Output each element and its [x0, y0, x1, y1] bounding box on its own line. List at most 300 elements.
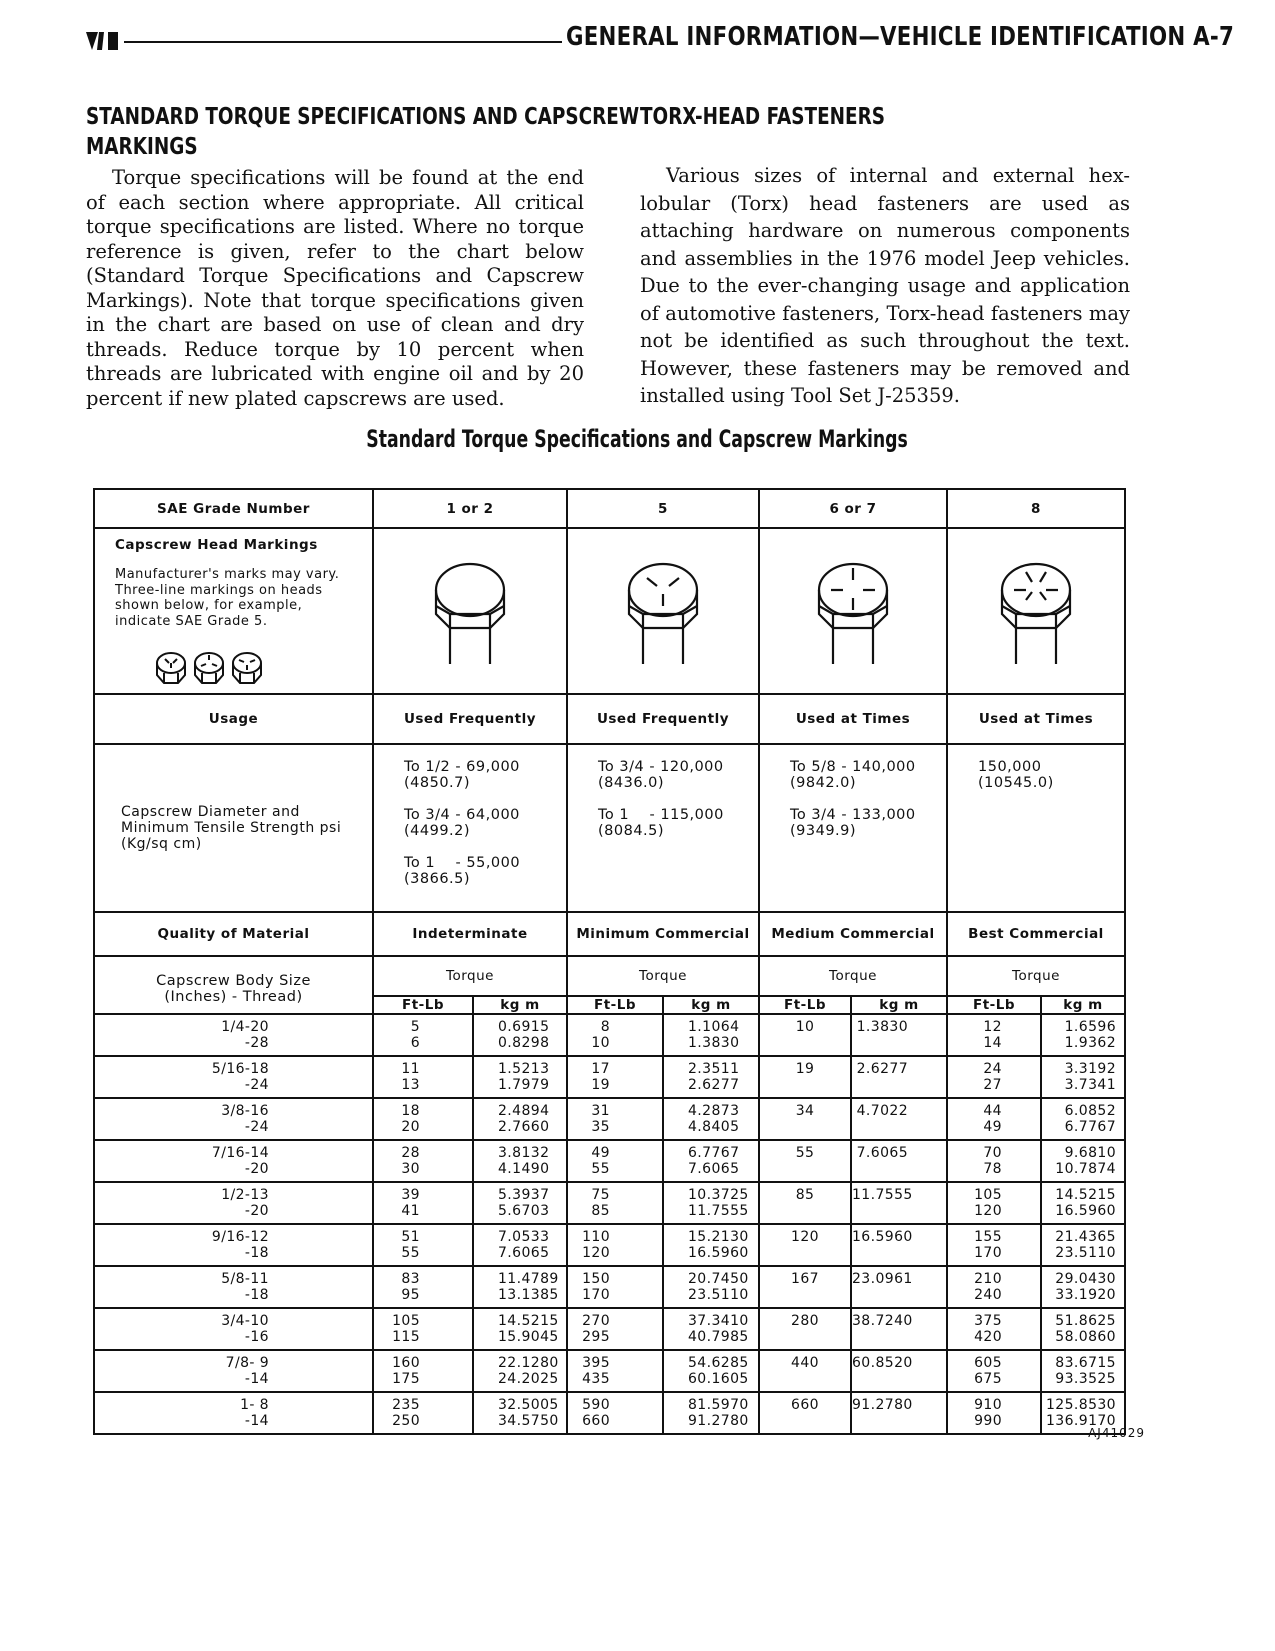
- value-line-2: 170: [582, 1287, 610, 1303]
- value-line-1: 155: [974, 1229, 1002, 1245]
- jeep-logo-icon: [86, 30, 122, 52]
- value-line-2: 15.9045: [498, 1329, 559, 1345]
- value-line-1: 91.2780: [852, 1397, 913, 1413]
- value-line-1: 23.0961: [852, 1271, 913, 1287]
- torque-data-body: [94, 1014, 1125, 1434]
- tensile-grade-1-2: [373, 744, 567, 912]
- value-line-1: 12: [983, 1019, 1002, 1035]
- g8-kgm-cell: [1041, 1014, 1125, 1056]
- table-row: [94, 1182, 1125, 1224]
- value-line-2: -16: [244, 1329, 269, 1345]
- value-line-1: 5/16-18: [211, 1061, 269, 1077]
- tensile-metric: (9842.0): [790, 775, 857, 791]
- section-heading-torx: TORX-HEAD FASTENERS: [640, 104, 886, 130]
- value-line-1: 18: [401, 1103, 420, 1119]
- value-line-1: 1.3830: [856, 1019, 908, 1035]
- value-line-1: 3.8132: [498, 1145, 550, 1161]
- value-line-2: 91.2780: [688, 1413, 749, 1429]
- g6-kgm-cell: [851, 1392, 947, 1434]
- tensile-value: To 5/8 - 140,000: [790, 759, 916, 775]
- g1-kgm-cell: [473, 1224, 567, 1266]
- value-line-1: 55: [795, 1145, 815, 1161]
- g8-kgm-cell: [1041, 1182, 1125, 1224]
- value-line-2: 95: [401, 1287, 420, 1303]
- value-line-1: 11.4789: [498, 1271, 559, 1287]
- value-line-2: 14: [983, 1035, 1002, 1051]
- tensile-entry: [790, 807, 936, 839]
- tensile-value: To 3/4 - 64,000: [404, 807, 520, 823]
- g1-ftlb-cell: [373, 1182, 473, 1224]
- value-line-2: 49: [983, 1119, 1002, 1135]
- value-line-2: 27: [983, 1077, 1002, 1093]
- tensile-row: [94, 744, 1125, 912]
- g6-kgm-cell: [851, 1182, 947, 1224]
- value-line-2: 675: [974, 1371, 1002, 1387]
- value-line-2: 93.3525: [1055, 1371, 1116, 1387]
- value-line-2: 10.7874: [1055, 1161, 1116, 1177]
- g6-ftlb-cell: [759, 1098, 851, 1140]
- g6-kgm-cell: [851, 1350, 947, 1392]
- torque-label: Torque: [567, 956, 759, 996]
- value-line-2: 136.9170: [1045, 1413, 1116, 1429]
- value-line-1: 4.7022: [856, 1103, 908, 1119]
- value-line-2: 435: [582, 1371, 610, 1387]
- grade-1-2-marking: [373, 528, 567, 694]
- ftlb-label: Ft-Lb: [373, 996, 473, 1014]
- value-line-2: 19: [591, 1077, 610, 1093]
- value-line-2: 11.7555: [688, 1203, 749, 1219]
- g8-ftlb-cell: [947, 1224, 1041, 1266]
- value-line-1: 44: [983, 1103, 1002, 1119]
- sae-grade-row: [94, 489, 1125, 528]
- value-line-1: 5.3937: [498, 1187, 550, 1203]
- value-line-2: 7.6065: [688, 1161, 740, 1177]
- table-row: [94, 1266, 1125, 1308]
- g8-kgm-cell: [1041, 1266, 1125, 1308]
- value-line-2: 58.0860: [1055, 1329, 1116, 1345]
- quality-label: Quality of Material: [94, 912, 373, 956]
- g6-ftlb-cell: [759, 1056, 851, 1098]
- ftlb-label: Ft-Lb: [759, 996, 851, 1014]
- torque-label: Torque: [759, 956, 947, 996]
- value-line-1: 375: [974, 1313, 1002, 1329]
- section-heading-torque: [86, 102, 639, 162]
- value-line-1: 20.7450: [688, 1271, 749, 1287]
- value-line-1: 110: [582, 1229, 610, 1245]
- g5-ftlb-cell: [567, 1350, 663, 1392]
- bolt-head-four-line-icon: [813, 556, 893, 666]
- tensile-value: To 1/2 - 69,000: [404, 759, 520, 775]
- value-line-1: 1/2-13: [221, 1187, 269, 1203]
- page-header-title: GENERAL INFORMATION—VEHICLE IDENTIFICATION A-7: [566, 22, 1235, 52]
- g1-ftlb-cell: [373, 1266, 473, 1308]
- value-line-1: 19: [795, 1061, 815, 1077]
- g5-ftlb-cell: [567, 1098, 663, 1140]
- tensile-entry: [404, 759, 556, 791]
- g1-ftlb-cell: [373, 1140, 473, 1182]
- grade-8: 8: [947, 489, 1125, 528]
- value-line-2: 2.7660: [498, 1119, 550, 1135]
- grade-6-7: 6 or 7: [759, 489, 947, 528]
- head-markings-cell: [94, 528, 373, 694]
- body-size-cell: [94, 1308, 373, 1350]
- value-line-2: 1.3830: [688, 1035, 740, 1051]
- value-line-1: 17: [591, 1061, 610, 1077]
- tensile-grade-6-7: [759, 744, 947, 912]
- value-line-2: 40.7985: [688, 1329, 749, 1345]
- g1-kgm-cell: [473, 1182, 567, 1224]
- g5-kgm-cell: [663, 1014, 759, 1056]
- value-line-1: 210: [974, 1271, 1002, 1287]
- g5-kgm-cell: [663, 1182, 759, 1224]
- value-line-2: 0.8298: [498, 1035, 550, 1051]
- value-line-1: 51.8625: [1055, 1313, 1116, 1329]
- bolt-head-three-line-icon: [623, 556, 703, 666]
- g1-ftlb-cell: [373, 1098, 473, 1140]
- value-line-2: 3.7341: [1064, 1077, 1116, 1093]
- value-line-2: 78: [983, 1161, 1002, 1177]
- value-line-2: 23.5110: [1055, 1245, 1116, 1261]
- value-line-2: 6.7767: [1064, 1119, 1116, 1135]
- g8-ftlb-cell: [947, 1350, 1041, 1392]
- g8-ftlb-cell: [947, 1140, 1041, 1182]
- g6-ftlb-cell: [759, 1392, 851, 1434]
- value-line-1: 15.2130: [688, 1229, 749, 1245]
- value-line-2: 120: [582, 1245, 610, 1261]
- table-row: [94, 1014, 1125, 1056]
- value-line-2: 4.1490: [498, 1161, 550, 1177]
- torque-label: Torque: [373, 956, 567, 996]
- g5-ftlb-cell: [567, 1056, 663, 1098]
- value-line-1: 38.7240: [852, 1313, 913, 1329]
- value-line-2: 6: [410, 1035, 420, 1051]
- value-line-2: 660: [582, 1413, 610, 1429]
- torx-paragraph: Various sizes of internal and external hex-lobular (Torx) head fasteners are used as attaching hardware on numerous components and assemblies in the 1976 model Jeep vehicles. Due to the ever-changing usage and application of automotive fasteners, Torx-head fasteners may not be identified as such throughout the text. However, these fasteners may be removed and installed using Tool Set J-25359.: [640, 164, 1130, 407]
- value-line-2: 120: [974, 1203, 1002, 1219]
- value-line-1: 34: [795, 1103, 815, 1119]
- g1-kgm-cell: [473, 1266, 567, 1308]
- g6-ftlb-cell: [759, 1266, 851, 1308]
- g8-ftlb-cell: [947, 1308, 1041, 1350]
- value-line-1: 14.5215: [1055, 1187, 1116, 1203]
- quality-grade-8: Best Commercial: [947, 912, 1125, 956]
- g6-kgm-cell: [851, 1014, 947, 1056]
- g5-kgm-cell: [663, 1098, 759, 1140]
- grade-8-marking: [947, 528, 1125, 694]
- value-line-2: 990: [974, 1413, 1002, 1429]
- tensile-value: To 1 - 115,000: [598, 807, 724, 823]
- value-line-2: 13.1385: [498, 1287, 559, 1303]
- g6-kgm-cell: [851, 1056, 947, 1098]
- value-line-1: 125.8530: [1045, 1397, 1116, 1413]
- body-size-label-line-1: Capscrew Body Size: [156, 973, 311, 989]
- body-size-label: [94, 956, 373, 1014]
- value-line-1: 910: [974, 1397, 1002, 1413]
- value-line-2: 2.6277: [688, 1077, 740, 1093]
- kgm-label: kg m: [1041, 996, 1125, 1014]
- value-line-1: 1.5213: [498, 1061, 550, 1077]
- value-line-2: 13: [401, 1077, 420, 1093]
- value-line-1: 105: [392, 1313, 420, 1329]
- tensile-value: 150,000: [978, 759, 1042, 775]
- g8-kgm-cell: [1041, 1140, 1125, 1182]
- value-line-2: 16.5960: [1055, 1203, 1116, 1219]
- g8-kgm-cell: [1041, 1350, 1125, 1392]
- g6-kgm-cell: [851, 1224, 947, 1266]
- g8-ftlb-cell: [947, 1266, 1041, 1308]
- g5-ftlb-cell: [567, 1182, 663, 1224]
- body-size-cell: [94, 1350, 373, 1392]
- value-line-2: 34.5750: [498, 1413, 559, 1429]
- tensile-metric: (9349.9): [790, 823, 857, 839]
- table-row: [94, 1392, 1125, 1434]
- table-title: [0, 425, 1275, 453]
- head-markings-note: Manufacturer's marks may vary. Three-line markings on heads shown below, for example, indicate SAE Grade 5.: [115, 567, 340, 629]
- quality-grade-6-7: Medium Commercial: [759, 912, 947, 956]
- value-line-1: 8: [600, 1019, 610, 1035]
- value-line-2: -28: [244, 1035, 269, 1051]
- value-line-1: 39: [401, 1187, 420, 1203]
- value-line-1: 51: [401, 1229, 420, 1245]
- value-line-2: 420: [974, 1329, 1002, 1345]
- value-line-1: 2.3511: [688, 1061, 740, 1077]
- value-line-1: 160: [392, 1355, 420, 1371]
- value-line-2: -18: [244, 1287, 269, 1303]
- tensile-entry: [598, 759, 748, 791]
- g1-kgm-cell: [473, 1308, 567, 1350]
- value-line-1: 590: [582, 1397, 610, 1413]
- value-line-2: 55: [401, 1245, 420, 1261]
- value-line-1: 395: [582, 1355, 610, 1371]
- figure-code: AJ41029: [1088, 1426, 1145, 1440]
- g6-kgm-cell: [851, 1140, 947, 1182]
- value-line-2: 85: [591, 1203, 610, 1219]
- table-row: [94, 1140, 1125, 1182]
- value-line-2: -20: [244, 1203, 269, 1219]
- value-line-2: 115: [392, 1329, 420, 1345]
- table-row: [94, 1056, 1125, 1098]
- value-line-1: 60.8520: [852, 1355, 913, 1371]
- value-line-1: 21.4365: [1055, 1229, 1116, 1245]
- bolt-head-plain-icon: [430, 556, 510, 666]
- value-line-2: 295: [582, 1329, 610, 1345]
- value-line-2: 10: [591, 1035, 610, 1051]
- value-line-1: 1.6596: [1064, 1019, 1116, 1035]
- value-line-1: 6.0852: [1064, 1103, 1116, 1119]
- value-line-2: -14: [244, 1413, 269, 1429]
- value-line-1: 9.6810: [1064, 1145, 1116, 1161]
- g6-ftlb-cell: [759, 1350, 851, 1392]
- value-line-2: 250: [392, 1413, 420, 1429]
- quality-grade-1-2: Indeterminate: [373, 912, 567, 956]
- g6-ftlb-cell: [759, 1182, 851, 1224]
- tensile-value: To 3/4 - 120,000: [598, 759, 724, 775]
- value-line-1: 1- 8: [240, 1397, 269, 1413]
- g5-kgm-cell: [663, 1392, 759, 1434]
- kgm-label: kg m: [851, 996, 947, 1014]
- g8-ftlb-cell: [947, 1014, 1041, 1056]
- tensile-entry: [978, 759, 1114, 791]
- sample-markings-icon: [153, 649, 273, 689]
- g8-ftlb-cell: [947, 1182, 1041, 1224]
- table-row: [94, 1350, 1125, 1392]
- g1-kgm-cell: [473, 1392, 567, 1434]
- value-line-2: 55: [591, 1161, 610, 1177]
- g5-ftlb-cell: [567, 1014, 663, 1056]
- value-line-1: 105: [974, 1187, 1002, 1203]
- value-line-1: 7/8- 9: [225, 1355, 269, 1371]
- value-line-1: 32.5005: [498, 1397, 559, 1413]
- grade-5-marking: [567, 528, 759, 694]
- value-line-2: -24: [244, 1119, 269, 1135]
- g5-ftlb-cell: [567, 1308, 663, 1350]
- g6-ftlb-cell: [759, 1014, 851, 1056]
- g1-ftlb-cell: [373, 1224, 473, 1266]
- value-line-1: 7/16-14: [211, 1145, 269, 1161]
- g1-kgm-cell: [473, 1350, 567, 1392]
- value-line-1: 31: [591, 1103, 610, 1119]
- ftlb-label: Ft-Lb: [567, 996, 663, 1014]
- value-line-1: 83: [401, 1271, 420, 1287]
- value-line-1: 150: [582, 1271, 610, 1287]
- quality-grade-5: Minimum Commercial: [567, 912, 759, 956]
- g5-kgm-cell: [663, 1350, 759, 1392]
- g5-kgm-cell: [663, 1140, 759, 1182]
- value-line-2: 60.1605: [688, 1371, 749, 1387]
- value-line-1: 49: [591, 1145, 610, 1161]
- tensile-metric: (4499.2): [404, 823, 471, 839]
- tensile-metric: (3866.5): [404, 871, 471, 887]
- value-line-1: 2.4894: [498, 1103, 550, 1119]
- value-line-1: 10: [795, 1019, 815, 1035]
- usage-row: [94, 694, 1125, 744]
- torque-label: Torque: [947, 956, 1125, 996]
- value-line-1: 605: [974, 1355, 1002, 1371]
- value-line-2: 23.5110: [688, 1287, 749, 1303]
- value-line-2: 16.5960: [688, 1245, 749, 1261]
- g8-ftlb-cell: [947, 1392, 1041, 1434]
- head-markings-row: [94, 528, 1125, 694]
- value-line-2: 240: [974, 1287, 1002, 1303]
- g8-kgm-cell: [1041, 1098, 1125, 1140]
- value-line-2: 33.1920: [1055, 1287, 1116, 1303]
- table-row: [94, 1224, 1125, 1266]
- header-rule: [124, 41, 562, 43]
- g6-ftlb-cell: [759, 1308, 851, 1350]
- value-line-1: 3.3192: [1064, 1061, 1116, 1077]
- usage-grade-5: Used Frequently: [567, 694, 759, 744]
- g6-ftlb-cell: [759, 1224, 851, 1266]
- value-line-1: 81.5970: [688, 1397, 749, 1413]
- value-line-1: 10.3725: [688, 1187, 749, 1203]
- torque-spec-table: [93, 488, 1126, 1435]
- value-line-1: 120: [791, 1229, 819, 1245]
- value-line-2: -14: [244, 1371, 269, 1387]
- torque-header-row: [94, 956, 1125, 996]
- table-title-text: Standard Torque Specifications and Capscrew Markings: [366, 425, 909, 453]
- sae-grade-label: SAE Grade Number: [94, 489, 373, 528]
- g1-ftlb-cell: [373, 1308, 473, 1350]
- value-line-2: 24.2025: [498, 1371, 559, 1387]
- table-row: [94, 1308, 1125, 1350]
- tensile-metric: (8436.0): [598, 775, 665, 791]
- tensile-value: To 1 - 55,000: [404, 855, 521, 871]
- value-line-1: 29.0430: [1055, 1271, 1116, 1287]
- value-line-1: 1/4-20: [221, 1019, 269, 1035]
- tensile-grade-5: [567, 744, 759, 912]
- section-heading-line-2: MARKINGS: [86, 134, 198, 160]
- body-size-cell: [94, 1098, 373, 1140]
- value-line-1: 440: [791, 1355, 819, 1371]
- value-line-2: 20: [401, 1119, 420, 1135]
- value-line-1: 5: [410, 1019, 420, 1035]
- value-line-1: 28: [401, 1145, 420, 1161]
- value-line-1: 11: [401, 1061, 420, 1077]
- body-size-cell: [94, 1056, 373, 1098]
- tensile-grade-8: [947, 744, 1125, 912]
- g5-ftlb-cell: [567, 1224, 663, 1266]
- value-line-1: 3/8-16: [221, 1103, 269, 1119]
- tensile-label: Capscrew Diameter and Minimum Tensile Strength psi (Kg/sq cm): [94, 744, 373, 912]
- quality-row: [94, 912, 1125, 956]
- g1-kgm-cell: [473, 1056, 567, 1098]
- value-line-1: 16.5960: [852, 1229, 913, 1245]
- g1-kgm-cell: [473, 1098, 567, 1140]
- g5-kgm-cell: [663, 1224, 759, 1266]
- value-line-1: 75: [591, 1187, 610, 1203]
- g5-kgm-cell: [663, 1266, 759, 1308]
- value-line-1: 6.7767: [688, 1145, 740, 1161]
- g8-kgm-cell: [1041, 1308, 1125, 1350]
- g6-kgm-cell: [851, 1098, 947, 1140]
- value-line-2: 4.8405: [688, 1119, 740, 1135]
- grade-5: 5: [567, 489, 759, 528]
- value-line-1: 7.6065: [856, 1145, 908, 1161]
- kgm-label: kg m: [663, 996, 759, 1014]
- kgm-label: kg m: [473, 996, 567, 1014]
- value-line-1: 280: [791, 1313, 819, 1329]
- value-line-1: 24: [983, 1061, 1002, 1077]
- body-size-cell: [94, 1014, 373, 1056]
- tensile-metric: (10545.0): [978, 775, 1054, 791]
- value-line-1: 22.1280: [498, 1355, 559, 1371]
- usage-grade-1-2: Used Frequently: [373, 694, 567, 744]
- g1-ftlb-cell: [373, 1392, 473, 1434]
- value-line-1: 3/4-10: [221, 1313, 269, 1329]
- value-line-1: 660: [791, 1397, 819, 1413]
- g6-kgm-cell: [851, 1266, 947, 1308]
- value-line-2: 1.9362: [1064, 1035, 1116, 1051]
- tensile-metric: (4850.7): [404, 775, 471, 791]
- value-line-2: 1.7979: [498, 1077, 550, 1093]
- tensile-metric: (8084.5): [598, 823, 665, 839]
- value-line-1: 7.0533: [498, 1229, 550, 1245]
- value-line-1: 54.6285: [688, 1355, 749, 1371]
- tensile-entry: [404, 855, 556, 887]
- torque-paragraph: Torque specifications will be found at the end of each section where appropriate. All critical torque specifications are listed. Where no torque reference is given, refer to the chart below (Standard Torque Specifications and Capscrew Markings). Note that torque specifications given in the chart are based on use of clean and dry threads. Reduce torque by 10 percent when threads are lubricated with engine oil and by 20 percent if new plated capscrews are used.: [86, 166, 584, 410]
- g5-kgm-cell: [663, 1056, 759, 1098]
- usage-grade-6-7: Used at Times: [759, 694, 947, 744]
- value-line-1: 9/16-12: [211, 1229, 269, 1245]
- value-line-1: 11.7555: [852, 1187, 913, 1203]
- g8-kgm-cell: [1041, 1056, 1125, 1098]
- value-line-1: 83.6715: [1055, 1355, 1116, 1371]
- body-size-cell: [94, 1182, 373, 1224]
- value-line-2: 30: [401, 1161, 420, 1177]
- value-line-1: 235: [392, 1397, 420, 1413]
- g1-kgm-cell: [473, 1140, 567, 1182]
- grade-6-7-marking: [759, 528, 947, 694]
